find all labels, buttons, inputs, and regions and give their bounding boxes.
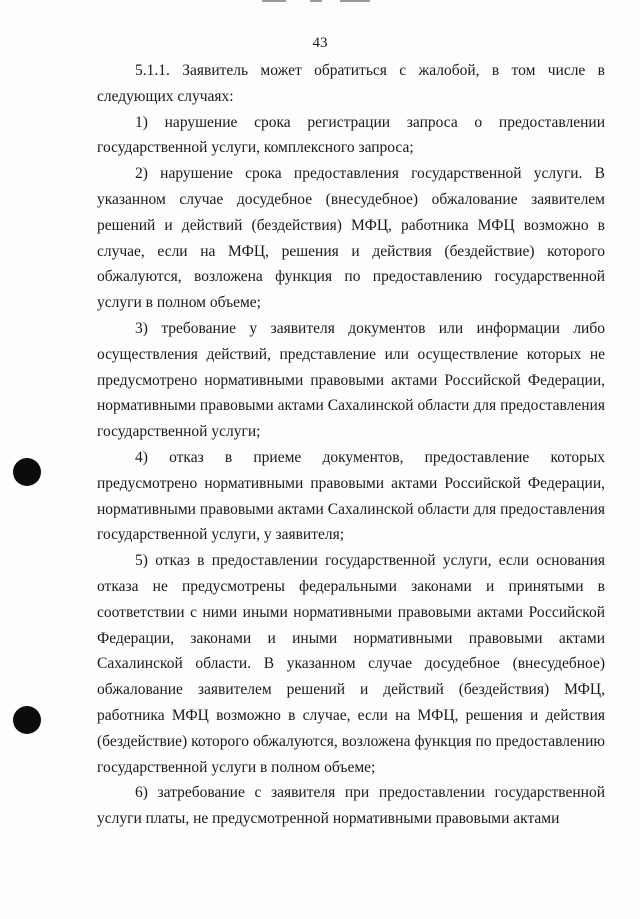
list-item-1: 1) нарушение срока регистрации запроса о предоставлении государственной услуги, комплексного запроса; bbox=[97, 113, 605, 157]
scan-artifact bbox=[310, 0, 322, 2]
list-item-6: 6) затребование с заявителя при предоставлении государственной услуги платы, не предусмотренной нормативными правовыми актами bbox=[97, 784, 605, 828]
scan-artifact bbox=[340, 0, 370, 2]
scan-artifact bbox=[262, 0, 286, 2]
document-body bbox=[97, 58, 605, 832]
page-number: 43 bbox=[312, 35, 328, 51]
list-item-5: 5) отказ в предоставлении государственной услуги, если основания отказа не предусмотрены федеральными законами и принятыми в соответствии с ними иными нормативными правовыми актами Российской Федерации, законами и иными нормативными правовыми актами Сахалинской области. В указанном случае досудебное (внесудебное) обжалование заявителем решений и действий (бездействия) МФЦ, работника МФЦ возможно в случае, если на МФЦ, решения и действия (бездействие) которого обжалуются, возложена функция по предоставлению государственной услуги в полном объеме; bbox=[97, 552, 605, 776]
list-item-2: 2) нарушение срока предоставления государственной услуги. В указанном случае досудебное (внесудебное) обжалование заявителем решений и действий (бездействия) МФЦ, работника МФЦ возможно в случае, если на МФЦ, решения и действия (бездействие) которого обжалуются, возложена функция по предоставлению государственной услуги в полном объеме; bbox=[97, 165, 605, 312]
list-item-3: 3) требование у заявителя документов или информации либо осуществления действий, представление или осуществление которых не предусмотрено нормативными правовыми актами Российской Федерации, нормативными правовыми актами Сахалинской области для предоставления государственной услуги; bbox=[97, 319, 605, 441]
punch-hole-mark bbox=[13, 706, 41, 734]
paragraph-5-1-1: 5.1.1. Заявитель может обратиться с жалобой, в том числе в следующих случаях: bbox=[97, 62, 605, 105]
list-item-4: 4) отказ в приеме документов, предоставление которых предусмотрено нормативными правовыми актами Российской Федерации, нормативными правовыми актами Сахалинской области для предоставления государственной услуги, у заявителя; bbox=[97, 448, 605, 544]
punch-hole-mark bbox=[13, 458, 41, 486]
